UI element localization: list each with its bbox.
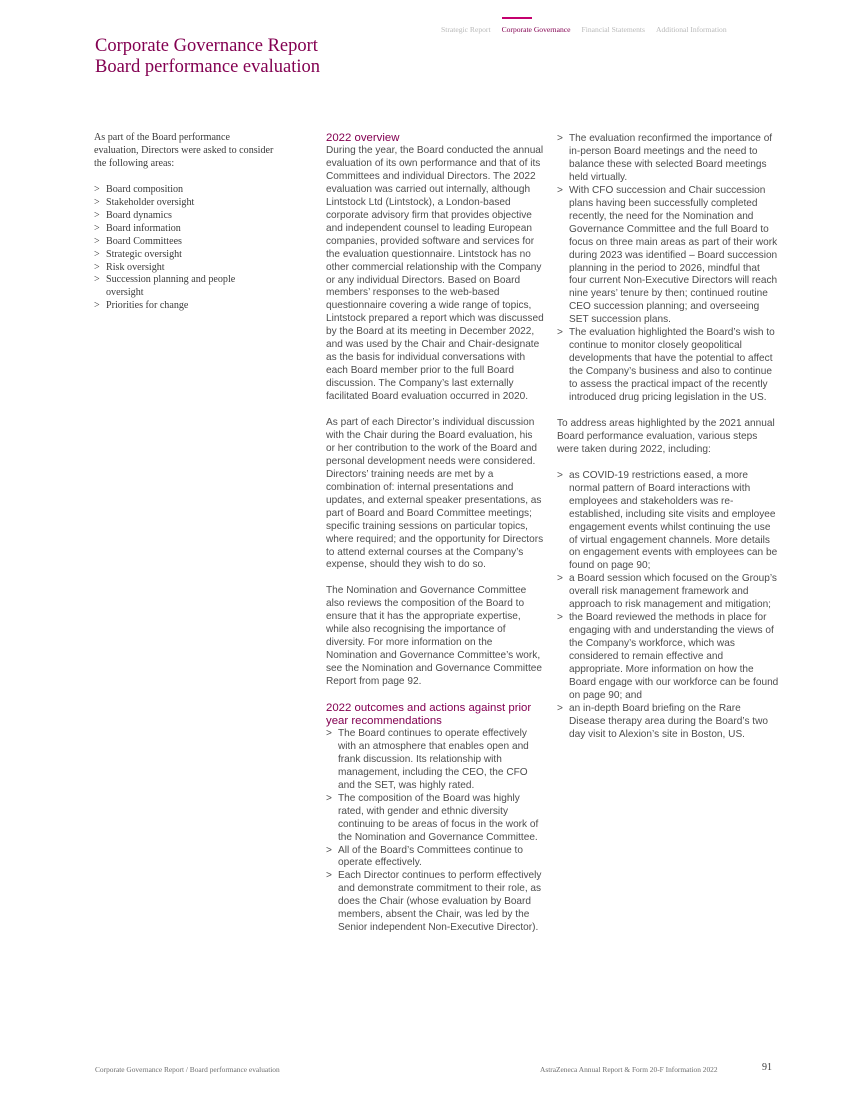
overview-heading: 2022 overview <box>326 132 400 144</box>
list-item: > as COVID-19 restrictions eased, a more normal pattern of Board interactions with employees and stakeholders was re-established, including site visits and employee engagement events whilst continuing the use of virtual engagement channels. More details on engagement events with employees can be found on page 90; <box>557 470 779 574</box>
nav-strategic-report[interactable]: Strategic Report <box>441 25 491 34</box>
list-item: > Board information <box>94 223 274 236</box>
training-paragraph: As part of each Director’s individual discussion with the Chair during the Board evaluation, his or her contribution to the work of the Board and personal development needs were considered. Directors’ training needs are met by a combination of: internal presentations and updates, and external speaker presentations, as part of Board and Board Committee meetings; specific training sessions on particular topics, where required; and the opportunity for Directors to attend external courses at the Company’s expense, should they wish to do so. <box>326 417 544 571</box>
list-item: > Board composition <box>94 184 274 197</box>
overview-column <box>326 132 544 935</box>
nav-financial-statements[interactable]: Financial Statements <box>581 25 645 34</box>
spacer <box>557 405 779 418</box>
list-item: > Board Committees <box>94 236 274 249</box>
areas-intro: As part of the Board performance evaluation, Directors were asked to consider the following areas: <box>94 132 274 169</box>
findings-column <box>557 133 779 742</box>
list-item: > Risk oversight <box>94 262 274 275</box>
list-item: > Priorities for change <box>94 300 274 313</box>
section-nav <box>441 25 781 39</box>
findings-list <box>557 133 779 405</box>
spacer <box>326 689 544 702</box>
list-item: > With CFO succession and Chair succession plans having been successfully completed recently, the need for the Nomination and Governance Committee and the full Board to focus on three main areas as part of their work during 2023 was identified – Board succession planning in the period to 2026, mindful that four current Non-Executive Directors will reach nine years’ tenure by then; continued routine CEO succession planning; and overseeing SET succession plans. <box>557 185 779 327</box>
list-item: > The composition of the Board was highly rated, with gender and ethnic diversity continuing to be areas of focus in the work of the Nomination and Governance Committee. <box>326 793 544 845</box>
footer-breadcrumb: Corporate Governance Report / Board performance evaluation <box>95 1065 280 1074</box>
list-item: > The evaluation highlighted the Board’s wish to continue to monitor closely geopolitical developments that have the potential to affect the Company’s business and also to continue to assess the practical impact of the recently introduced drug pricing legislation in the US. <box>557 327 779 405</box>
list-item: > the Board reviewed the methods in place for engaging with and understanding the views of the Company’s workforce, which was considered to remain effective and appropriate. More information on how the Board engage with our workforce can be found on page 90; and <box>557 612 779 703</box>
nav-additional-information[interactable]: Additional Information <box>656 25 727 34</box>
areas-list <box>94 184 274 314</box>
list-item: > The evaluation reconfirmed the importance of in-person Board meetings and the need to balance these with selected Board meetings held virtually. <box>557 133 779 185</box>
list-item: > Board dynamics <box>94 210 274 223</box>
list-item: > Succession planning and people oversight <box>94 274 274 300</box>
page-subtitle: Board performance evaluation <box>95 57 320 77</box>
outcomes-heading: 2022 outcomes and actions against prior year recommendations <box>326 701 532 727</box>
list-item: > Stakeholder oversight <box>94 197 274 210</box>
list-item: > an in-depth Board briefing on the Rare Disease therapy area during the Board’s two day visit to Alexion’s site in Boston, US. <box>557 703 779 742</box>
list-item: > All of the Board’s Committees continue to operate effectively. <box>326 845 544 871</box>
list-item: > The Board continues to operate effectively with an atmosphere that enables open and frank discussion. Its relationship with management, including the CEO, the CFO and the SET, was highly rated. <box>326 728 544 793</box>
page-number: 91 <box>762 1062 772 1073</box>
outcomes-list <box>326 728 544 935</box>
steps-intro: To address areas highlighted by the 2021 annual Board performance evaluation, various steps were taken during 2022, including: <box>557 417 775 455</box>
evaluation-areas-column <box>94 132 274 313</box>
page-title: Corporate Governance Report <box>95 36 318 56</box>
nomination-paragraph: The Nomination and Governance Committee also reviews the composition of the Board to ensure that it has the appropriate expertise, while also recognising the importance of diversity. For more information on the Nomination and Governance Committee’s work, see the Nomination and Governance Committee Report from page 92. <box>326 585 543 688</box>
list-item: > a Board session which focused on the Group’s overall risk management framework and approach to risk management and mitigation; <box>557 573 779 612</box>
steps-list <box>557 470 779 742</box>
footer-publication: AstraZeneca Annual Report & Form 20-F Information 2022 <box>540 1065 718 1074</box>
nav-corporate-governance[interactable]: Corporate Governance <box>502 25 571 39</box>
page-title-block <box>95 36 320 78</box>
list-item: > Strategic oversight <box>94 249 274 262</box>
overview-paragraph: During the year, the Board conducted the annual evaluation of its own performance and that of its Committees and individual Directors. The 2022 evaluation was carried out internally, although Lintstock Ltd (Lintstock), a London-based corporate advisory firm that provides objective and independent counsel to leading European companies, provided software and services for the evaluation questionnaire. Lintstock has no other commercial relationship with the Company or any individual Directors. Based on Board members’ responses to the web-based questionnaire covering a wide range of topics, Lintstock prepared a report which was discussed by the Board at its meeting in December 2022, and was used by the Chair and Chair-designate as the basis for individual conversations with each Board member prior to the full Board discussion. The Company’s last externally facilitated Board evaluation occurred in 2020. <box>326 145 544 403</box>
list-item: > Each Director continues to perform effectively and demonstrate commitment to their role, as does the Chair (whose evaluation by Board members, absent the Chair, was led by the Senior independent Non-Executive Director). <box>326 870 544 935</box>
